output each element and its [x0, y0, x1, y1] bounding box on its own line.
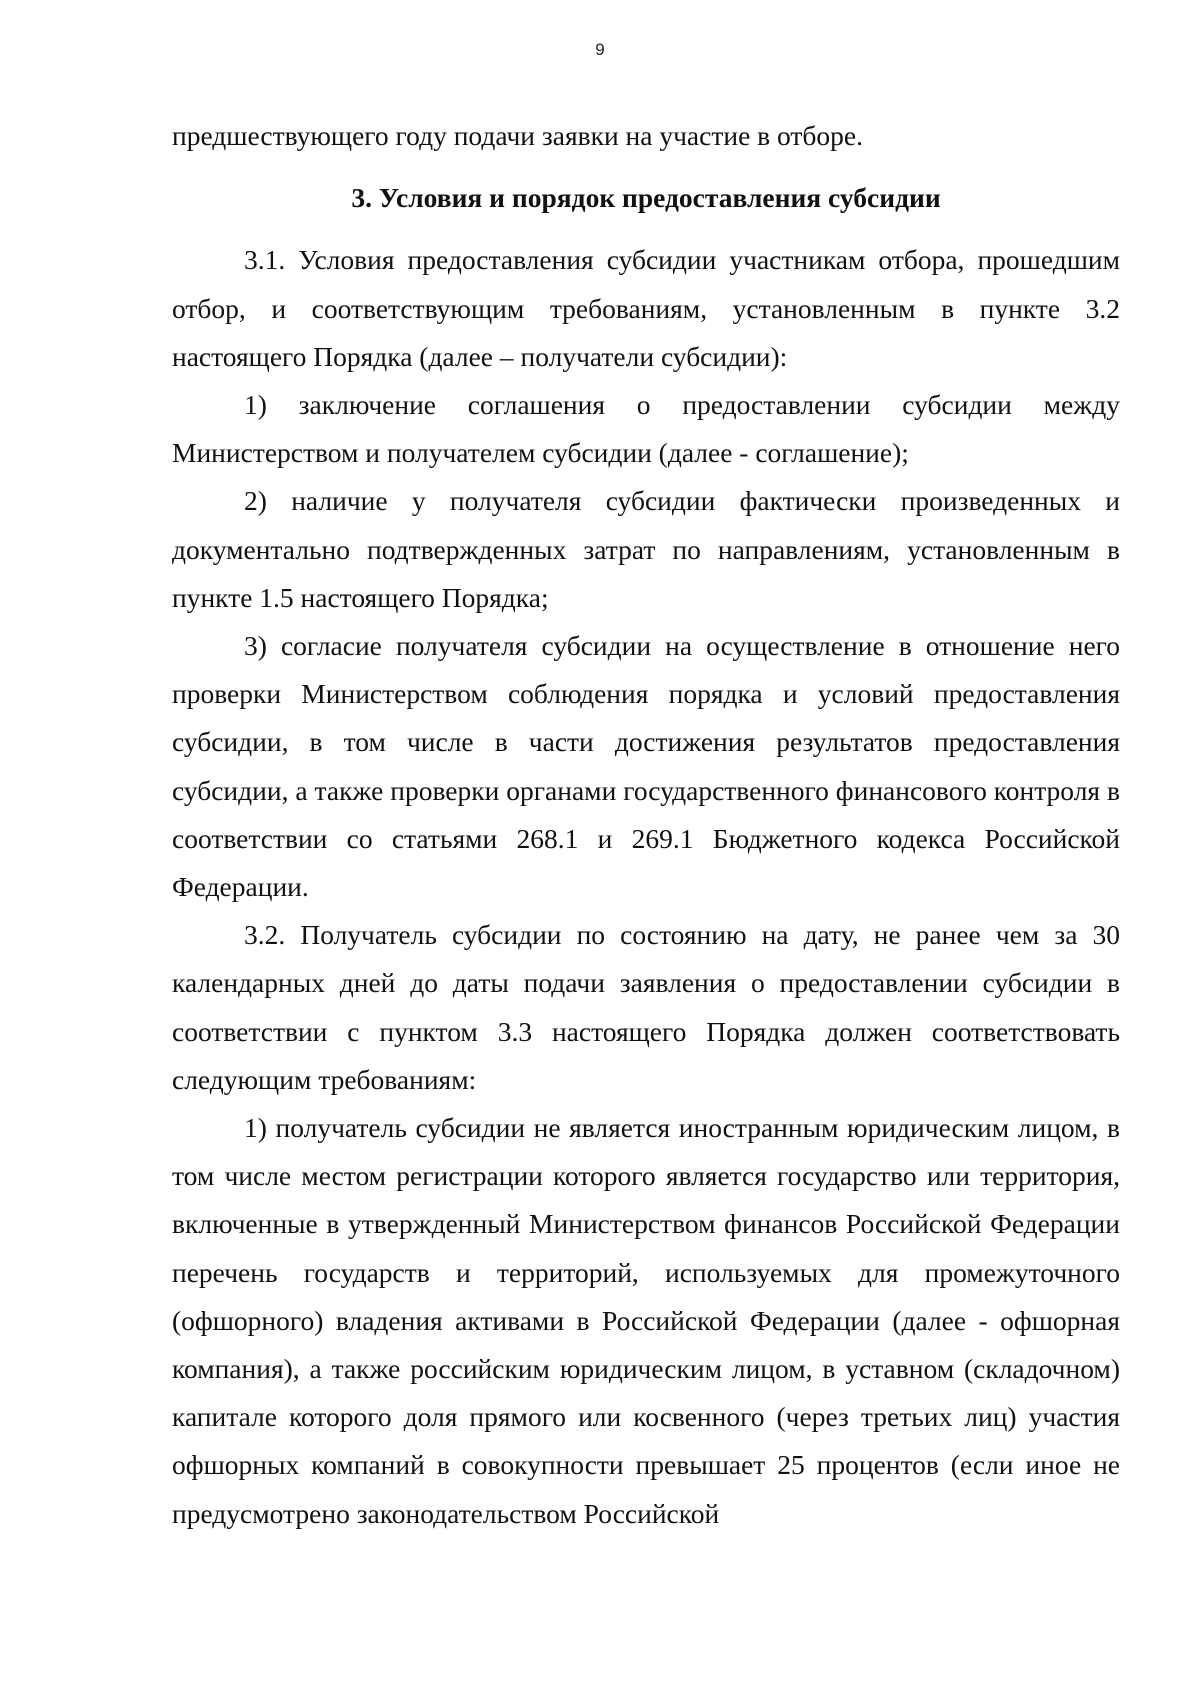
paragraph-3-1-item-3: 3) согласие получателя субсидии на осуществление в отношение него проверки Министерством соблюдения порядка и условий предоставления субсидии, в том числе в части достижения результатов предоставления субсидии, а также проверки органами государственного финансового контроля в соответствии со статьями 268.1 и 269.1 Бюджетного кодекса Российской Федерации.: [172, 630, 1120, 903]
page-number: 9: [595, 40, 605, 59]
paragraph-3-1: 3.1. Условия предоставления субсидии участникам отбора, прошедшим отбор, и соответствующим требованиям, установленным в пункте 3.2 настоящего Порядка (далее – получатели субсидии):: [172, 244, 1120, 372]
continuation-text: предшествующего году подачи заявки на участие в отборе.: [172, 120, 863, 151]
paragraph-3-1-item-2: 2) наличие у получателя субсидии фактически произведенных и документально подтвержденных затрат по направлениям, установленным в пункте 1.5 настоящего Порядка;: [172, 485, 1120, 613]
section-heading: 3. Условия и порядок предоставления субсидии: [351, 182, 941, 214]
paragraph-3-2: 3.2. Получатель субсидии по состоянию на дату, не ранее чем за 30 календарных дней до даты подачи заявления о предоставлении субсидии в соответствии с пунктом 3.3 настоящего Порядка должен соответствовать следующим требованиям:: [172, 919, 1120, 1095]
paragraph-3-2-item-1: 1) получатель субсидии не является иностранным юридическим лицом, в том числе местом регистрации которого является государство или территория, включенные в утвержденный Министерством финансов Российской Федерации перечень государств и территорий, используемых для промежуточного (офшорного) владения активами в Российской Федерации (далее - офшорная компания), а также российским юридическим лицом, в уставном (складочном) капитале которого доля прямого или косвенного (через третьих лиц) участия офшорных компаний в совокупности превышает 25 процентов (если иное не предусмотрено законодательством Российской: [172, 1112, 1120, 1529]
document-body: [172, 112, 1120, 1538]
paragraph-3-1-item-1: 1) заключение соглашения о предоставлении субсидии между Министерством и получателем субсидии (далее - соглашение);: [172, 389, 1120, 469]
